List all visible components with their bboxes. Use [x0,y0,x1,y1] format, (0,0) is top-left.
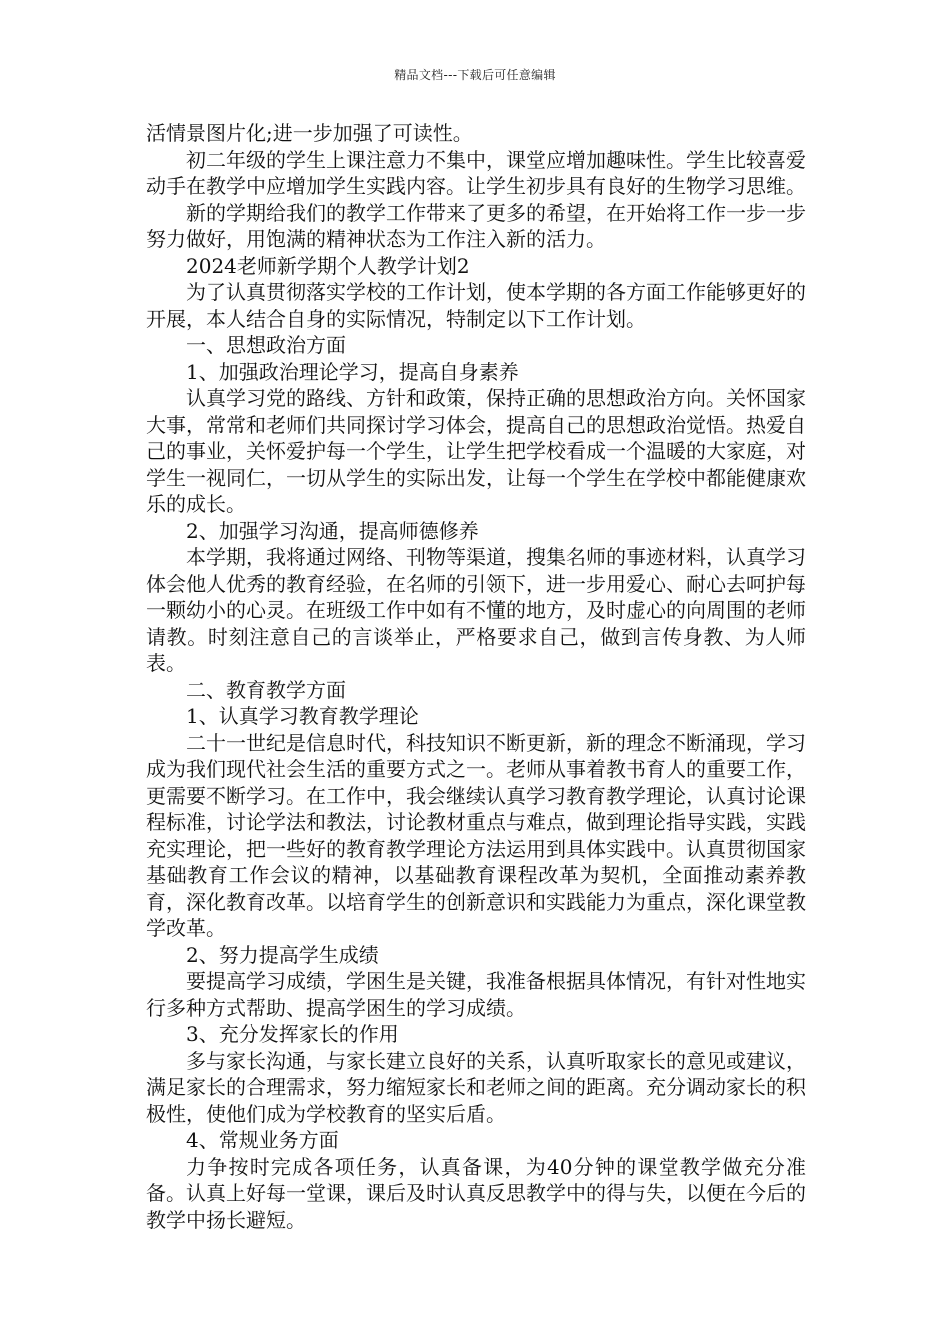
section-heading: 二、教育教学方面 [186,677,346,702]
subsection-heading: 1、加强政治理论学习，提高自身素养 [186,359,519,384]
subsection-heading: 2、努力提高学生成绩 [186,942,379,967]
paragraph: 本学期，我将通过网络、刊物等渠道，搜集名师的事迹材料，认真学习体会他人优秀的教育经验，在名师的引领下，进一步用爱心、耐心去呵护每一颗幼小的心灵。在班级工作中如有不懂的地方，及时虚心的向周围的老师请教。时刻注意自己的言谈举止，严格要求自己，做到言传身教、为人师表。 [146,545,806,675]
paragraph: 力争按时完成各项任务，认真备课，为40分钟的课堂教学做充分准备。认真上好每一堂课，课后及时认真反思教学中的得与失，以便在今后的教学中扬长避短。 [146,1154,806,1232]
subsection-heading: 2、加强学习沟通，提高师德修养 [186,518,479,543]
subsection-heading: 4、常规业务方面 [186,1128,339,1152]
section-heading: 一、思想政治方面 [186,333,346,357]
subsection-heading: 3、充分发挥家长的作用 [186,1022,399,1046]
document-body [146,120,806,1233]
paragraph: 二十一世纪是信息时代，科技知识不断更新，新的理念不断涌现，学习成为我们现代社会生活的重要方式之一。老师从事着教书育人的重要工作，更需要不断学习。在工作中，我会继续认真学习教育教学理论，认真讨论课程标准，讨论学法和教法，讨论教材重点与难点，做到理论指导实践，实践充实理论，把一些好的教育教学理论方法运用到具体实践中。认真贯彻国家基础教育工作会议的精神，以基础教育课程改革为契机，全面推动素养教育，深化教育改革。以培育学生的创新意识和实践能力为重点，深化课堂教学改革。 [146,730,806,940]
plan-title: 2024老师新学期个人教学计划2 [186,253,470,278]
paragraph: 要提高学习成绩，学困生是关键，我准备根据具体情况，有针对性地实行多种方式帮助、提高学困生的学习成绩。 [146,969,806,1020]
paragraph: 多与家长沟通，与家长建立良好的关系，认真听取家长的意见或建议，满足家长的合理需求，努力缩短家长和老师之间的距离。充分调动家长的积极性，使他们成为学校教育的坚实后盾。 [146,1048,806,1126]
paragraph: 新的学期给我们的教学工作带来了更多的希望，在开始将工作一步一步努力做好，用饱满的精神状态为工作注入新的活力。 [146,200,806,251]
subsection-heading: 1、认真学习教育教学理论 [186,704,419,728]
page-header: 精品文档---下载后可任意编辑 [394,68,556,82]
paragraph: 活情景图片化;进一步加强了可读性。 [146,121,473,145]
paragraph: 初二年级的学生上课注意力不集中，课堂应增加趣味性。学生比较喜爱动手在教学中应增加学生实践内容。让学生初步具有良好的生物学习思维。 [146,147,806,198]
paragraph: 认真学习党的路线、方针和政策，保持正确的思想政治方向。关怀国家大事，常常和老师们共同探讨学习体会，提高自己的思想政治觉悟。热爱自己的事业，关怀爱护每一个学生，让学生把学校看成一个温暖的大家庭，对学生一视同仁，一切从学生的实际出发，让每一个学生在学校中都能健康欢乐的成长。 [146,386,806,516]
paragraph: 为了认真贯彻落实学校的工作计划，使本学期的各方面工作能够更好的开展，本人结合自身的实际情况，特制定以下工作计划。 [146,280,806,331]
